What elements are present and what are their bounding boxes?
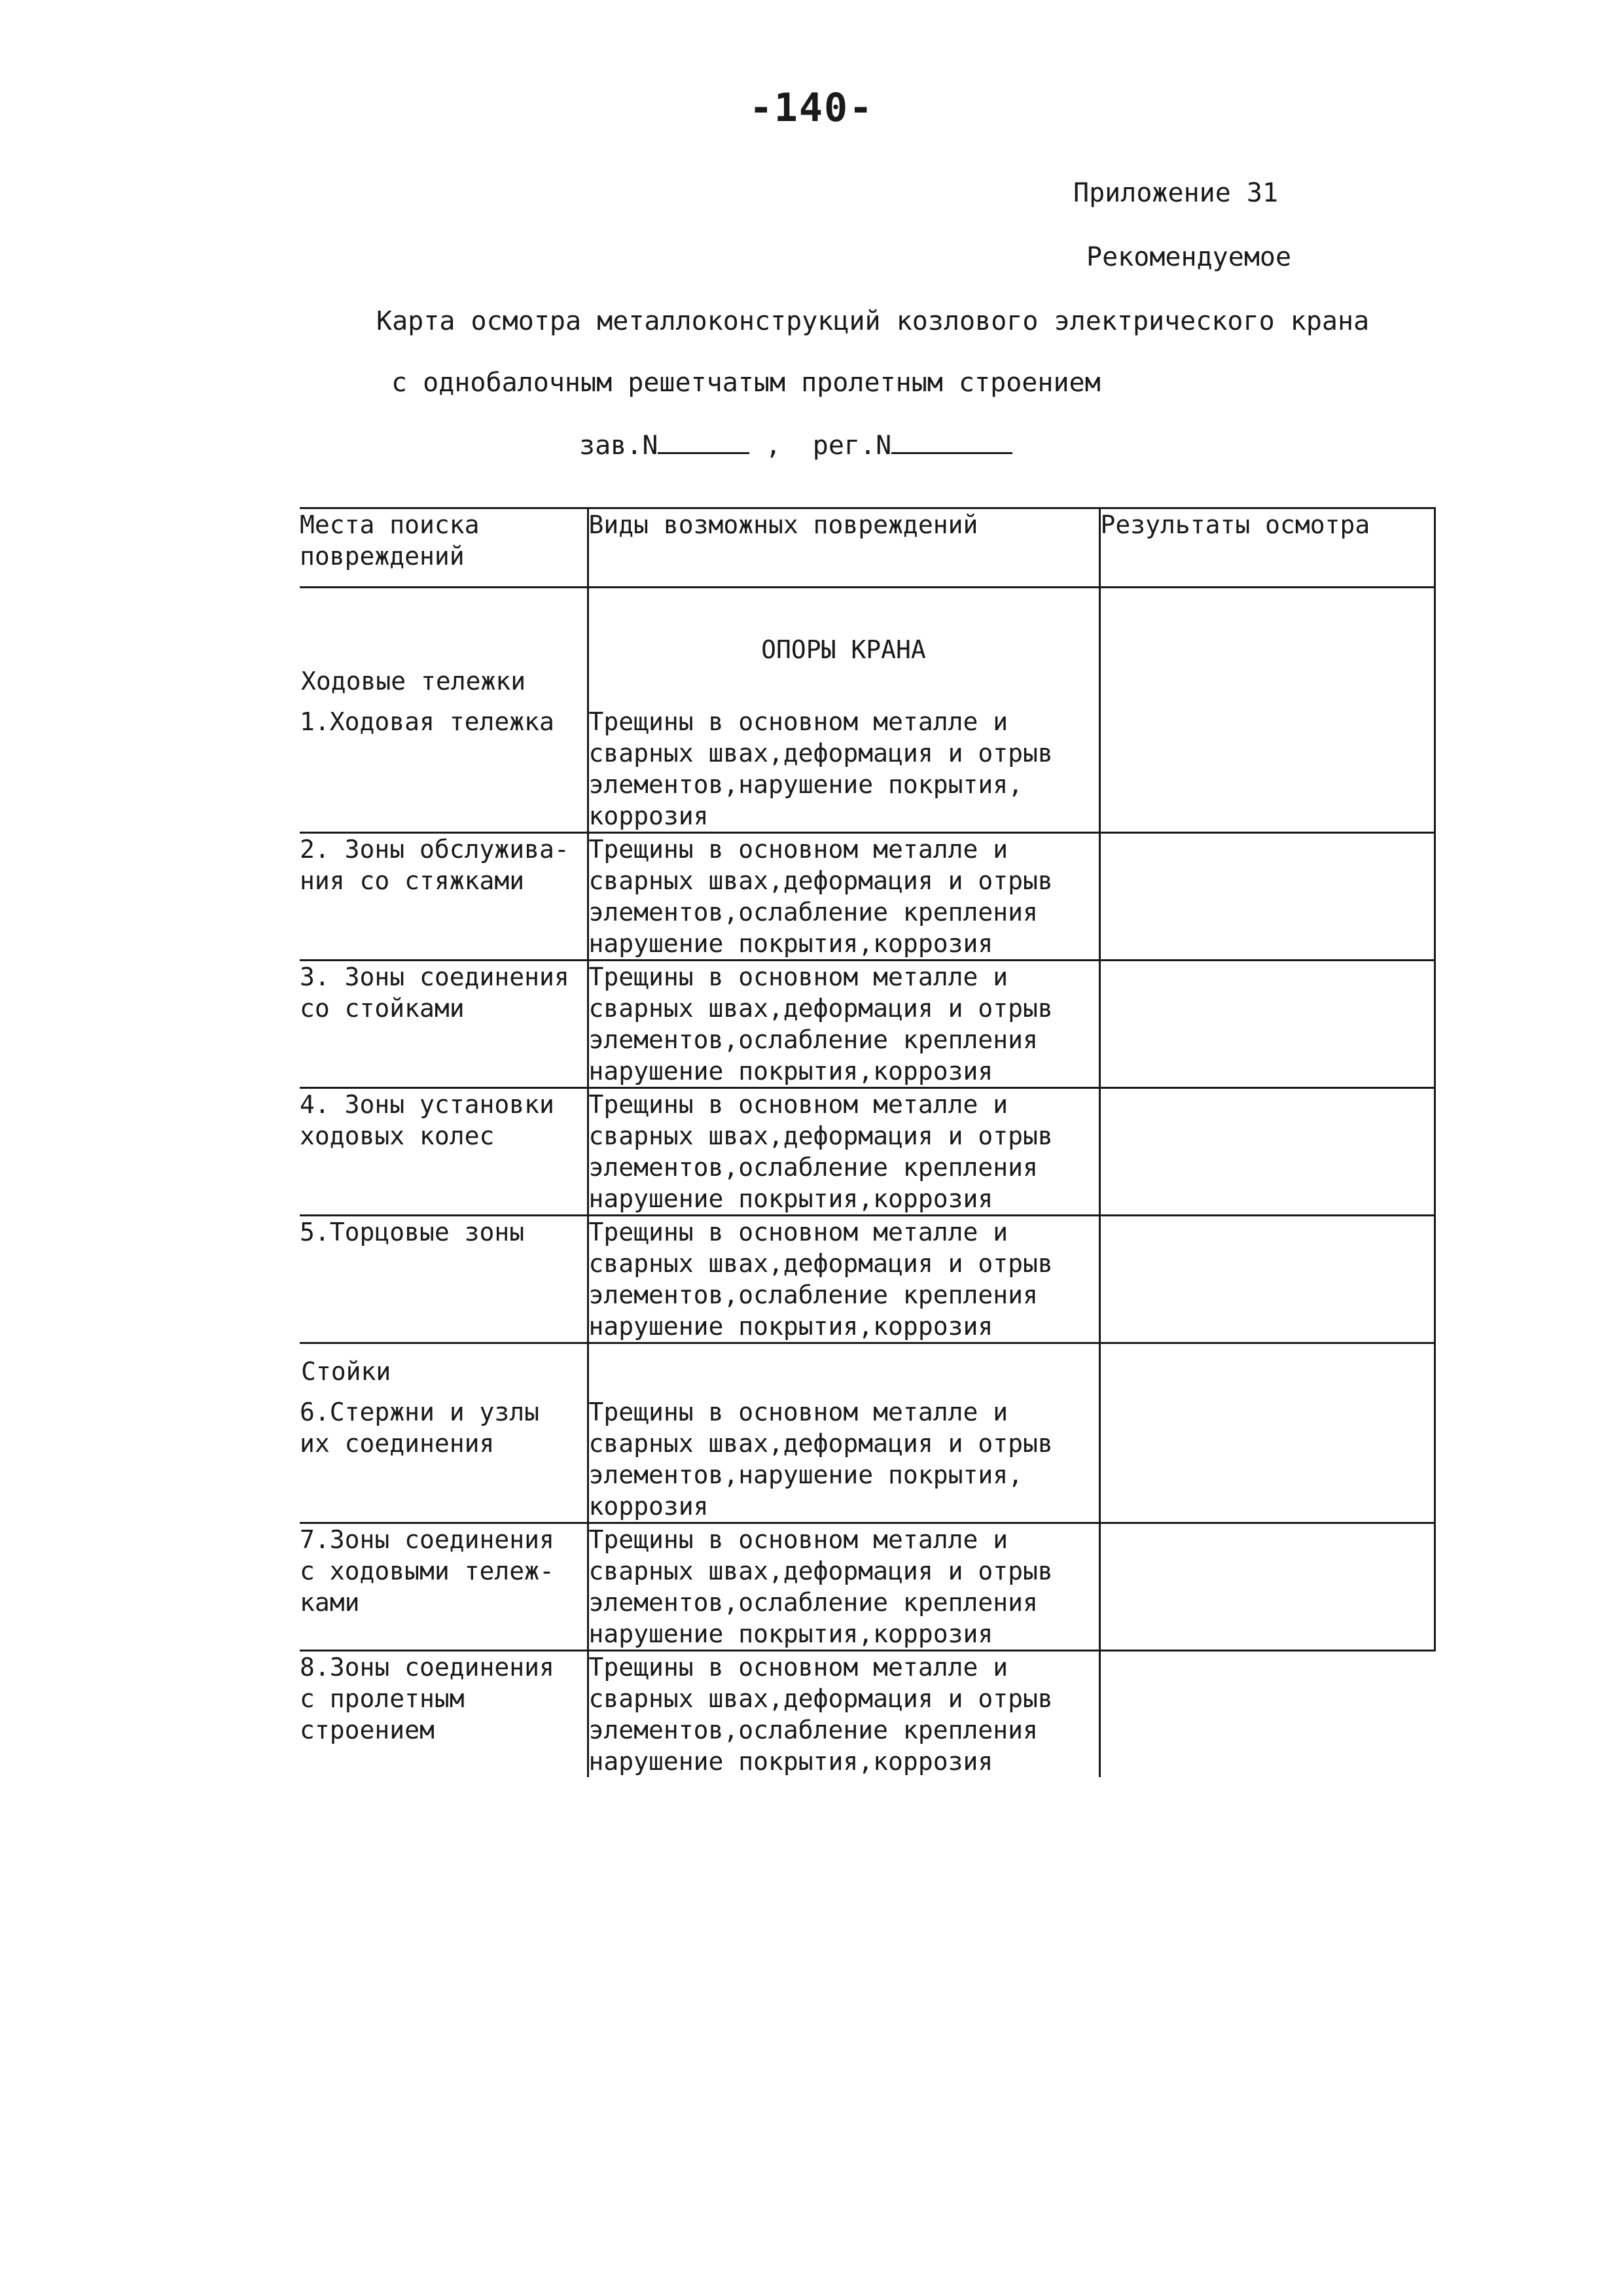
- section-empty-cell: [300, 588, 588, 654]
- numbers-separator: ,: [749, 431, 813, 461]
- damage-line: элементов,нарушение покрытия,: [588, 770, 1023, 799]
- damage-line: Трещины в основном металле и: [588, 835, 1008, 864]
- inspection-table: [300, 507, 1436, 1777]
- result-cell[interactable]: [1099, 961, 1435, 1088]
- place-line: строением: [300, 1716, 435, 1744]
- place-line: 5.Торцовые зоны: [300, 1218, 525, 1246]
- damage-line: сварных швах,деформация и отрыв: [588, 866, 1053, 895]
- damage-line: сварных швах,деформация и отрыв: [588, 1557, 1053, 1585]
- damage-line: нарушение покрытия,коррозия: [588, 1619, 993, 1648]
- place-line: со стойками: [300, 994, 465, 1023]
- result-cell[interactable]: [1099, 1651, 1435, 1778]
- result-cell[interactable]: [1099, 833, 1435, 961]
- damage-line: Трещины в основном металле и: [588, 1525, 1008, 1554]
- damage-line: Трещины в основном металле и: [588, 1218, 1008, 1246]
- place-line: 1.Ходовая тележка: [300, 707, 554, 736]
- table-row: [300, 1216, 1435, 1343]
- damage-line: Трещины в основном металле и: [588, 1653, 1008, 1682]
- place-cell: [300, 1216, 588, 1343]
- place-cell: [300, 1396, 588, 1523]
- group-label-undercarriage: Ходовые тележки: [301, 667, 526, 696]
- damage-line: сварных швах,деформация и отрыв: [588, 1249, 1053, 1278]
- damage-line: нарушение покрытия,коррозия: [588, 1747, 993, 1776]
- result-cell[interactable]: [1099, 1523, 1435, 1651]
- appendix-label: Приложение 31: [1073, 178, 1279, 208]
- damage-line: сварных швах,деформация и отрыв: [588, 994, 1053, 1023]
- table-row: [300, 1523, 1435, 1651]
- damage-line: сварных швах,деформация и отрыв: [588, 1684, 1053, 1713]
- result-cell[interactable]: [1099, 1088, 1435, 1216]
- damage-line: нарушение покрытия,коррозия: [588, 1184, 993, 1213]
- group-label-columns: Стойки: [301, 1357, 391, 1386]
- damage-cell: [588, 1396, 1099, 1523]
- damage-line: сварных швах,деформация и отрыв: [588, 1122, 1053, 1150]
- place-line: их соединения: [300, 1429, 495, 1458]
- damage-cell: [588, 1088, 1099, 1216]
- damage-line: элементов,нарушение покрытия,: [588, 1460, 1023, 1489]
- place-cell: [300, 961, 588, 1088]
- place-line: ходовых колес: [300, 1122, 495, 1150]
- damage-line: нарушение покрытия,коррозия: [588, 1312, 993, 1341]
- damage-cell: [588, 961, 1099, 1088]
- registration-numbers: [579, 431, 1012, 461]
- table-row: [300, 833, 1435, 961]
- damage-line: коррозия: [588, 802, 709, 830]
- damage-line: элементов,ослабление крепления: [588, 1153, 1038, 1182]
- header-place-line: Места поиска: [300, 510, 480, 539]
- place-cell: [300, 1651, 588, 1778]
- place-line: 4. Зоны установки: [300, 1090, 554, 1119]
- section-title: ОПОРЫ КРАНА: [588, 588, 1099, 707]
- damage-cell: [588, 1216, 1099, 1343]
- table-row: [300, 1396, 1435, 1523]
- damage-line: Трещины в основном металле и: [588, 963, 1008, 991]
- place-line: 7.Зоны соединения: [300, 1525, 554, 1554]
- damage-line: коррозия: [588, 1492, 709, 1521]
- place-line: 3. Зоны соединения: [300, 963, 569, 991]
- result-cell[interactable]: [1099, 1216, 1435, 1343]
- table-row: [300, 1088, 1435, 1216]
- registration-number-blank: [891, 435, 1012, 454]
- group-row: [300, 1343, 1435, 1397]
- header-result: Результаты осмотра: [1099, 508, 1435, 588]
- damage-line: Трещины в основном металле и: [588, 1090, 1008, 1119]
- document-title-line1: Карта осмотра металлоконструкций козлового электрического крана: [376, 306, 1370, 336]
- damage-line: сварных швах,деформация и отрыв: [588, 1429, 1053, 1458]
- damage-line: Трещины в основном металле и: [588, 707, 1008, 736]
- place-line: 8.Зоны соединения: [300, 1653, 554, 1682]
- damage-line: нарушение покрытия,коррозия: [588, 929, 993, 958]
- damage-line: элементов,ослабление крепления: [588, 1588, 1038, 1617]
- damage-line: элементов,ослабление крепления: [588, 1716, 1038, 1744]
- damage-cell: [588, 833, 1099, 961]
- damage-line: элементов,ослабление крепления: [588, 1280, 1038, 1309]
- damage-line: нарушение покрытия,коррозия: [588, 1057, 993, 1086]
- header-place-line: повреждений: [300, 542, 465, 571]
- table-row: [300, 961, 1435, 1088]
- place-line: ния со стяжками: [300, 866, 525, 895]
- damage-cell: [588, 706, 1099, 833]
- damage-cell: [588, 1523, 1099, 1651]
- place-cell: [300, 1523, 588, 1651]
- damage-line: сварных швах,деформация и отрыв: [588, 739, 1053, 768]
- factory-number-blank: [658, 435, 749, 454]
- header-damage: Виды возможных повреждений: [588, 508, 1099, 588]
- factory-number-label: зав.N: [579, 431, 658, 461]
- place-cell: [300, 833, 588, 961]
- header-place: [300, 508, 588, 588]
- document-title-line2: с однобалочным решетчатым пролетным строением: [391, 368, 1101, 398]
- place-line: 6.Стержни и узлы: [300, 1398, 540, 1426]
- damage-empty-cell: [588, 1343, 1099, 1397]
- section-header-row: [300, 588, 1435, 654]
- table-row: [300, 706, 1435, 833]
- damage-line: элементов,ослабление крепления: [588, 1025, 1038, 1054]
- page-number: -140-: [749, 85, 874, 131]
- place-line: с пролетным: [300, 1684, 465, 1713]
- result-cell[interactable]: [1099, 706, 1435, 833]
- place-line: ками: [300, 1588, 360, 1617]
- table-header-row: [300, 508, 1435, 588]
- result-cell: [1099, 588, 1435, 707]
- registration-number-label: рег.N: [812, 431, 892, 461]
- place-cell: [300, 706, 588, 833]
- damage-line: элементов,ослабление крепления: [588, 898, 1038, 927]
- table-row: [300, 1651, 1435, 1778]
- place-line: с ходовыми тележ-: [300, 1557, 554, 1585]
- damage-cell: [588, 1651, 1099, 1778]
- result-cell[interactable]: [1099, 1396, 1435, 1523]
- recommended-label: Рекомендуемое: [1086, 242, 1292, 272]
- place-line: 2. Зоны обслужива-: [300, 835, 569, 864]
- place-cell: [300, 1088, 588, 1216]
- damage-line: Трещины в основном металле и: [588, 1398, 1008, 1426]
- result-cell: [1099, 1343, 1435, 1397]
